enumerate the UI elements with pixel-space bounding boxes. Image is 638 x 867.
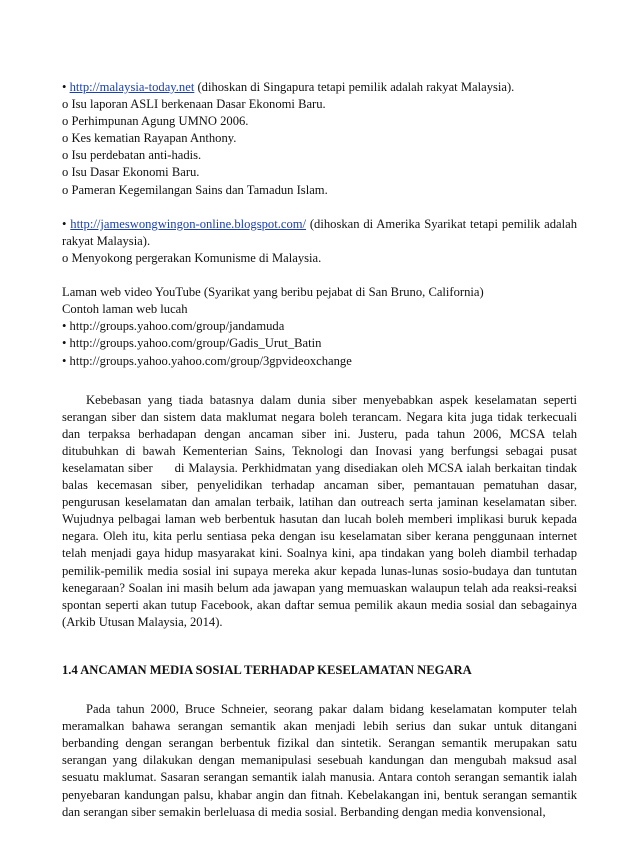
youtube-line: Laman web video YouTube (Syarikat yang beribu pejabat di San Bruno, California) <box>62 285 484 300</box>
sub-list-item: o Menyokong pergerakan Komunisme di Malaysia. <box>62 250 322 265</box>
malaysia-today-link[interactable]: http://malaysia-today.net <box>69 80 195 94</box>
list-item <box>62 216 577 250</box>
bullet: • <box>62 80 67 94</box>
paragraph-part: Kebebasan yang tiada batasnya dalam dunia siber menyebabkan aspek keselamatan seperti serangan siber dan sistem data maklumat negara boleh terancam. Negara kita juga tidak terkecuali dan terpaksa berhadapan dengan ancaman siber ini. Justeru, pada tahun 2006, MCSA telah ditubuhkan di bawah Kementerian Sains, Teknologi dan Inovasi yang berfungsi sebagai pusat keselamatan siber <box>62 392 577 475</box>
paragraph-part: di Malaysia. Perkhidmatan yang disediakan oleh MCSA ialah berkaitan tindak balas kecemasan siber, penyelidikan terhadap ancaman siber, pemantauan pematuhan dasar, pengurusan keselamatan dan amalan terbaik, latihan dan outreach serta jaminan keselamatan siber. Wujudnya pelbagai laman web berbentuk hasutan dan lucah boleh memberi implikasi buruk kepada negara. Oleh itu, kita perlu sentiasa peka dengan isu keselamatan siber kerana penggunaan internet telah menjadi gaya hidup masyarakat kini. Soalnya kini, apa tindakan yang boleh diambil terhadap pemilik-pemilik media sosial ini supaya mereka akur kepada lunas-lunas sosio-budaya dan tuntutan kenegaraan? Soalan ini masih belum ada jawapan yang memuaskan walaupun telah ada reaksi-reaksi spontan seperti akan tutup Facebook, akan daftar semua pemilik akaun media sosial dan sebagainya (Arkib Utusan Malaysia, 2014). <box>62 460 578 629</box>
sub-list-item: o Perhimpunan Agung UMNO 2006. <box>62 114 249 129</box>
sub-list-item: o Isu perdebatan anti-hadis. <box>62 148 202 163</box>
paragraph <box>62 392 577 631</box>
list-item: • http://groups.yahoo.yahoo.com/group/3gpvideoxchange <box>62 353 352 368</box>
link-note: (dihoskan di Amerika Syarikat tetapi pemilik adalah rakyat Malaysia). <box>62 216 577 248</box>
contoh-label: Contoh laman web lucah <box>62 302 188 317</box>
section-heading: 1.4 ANCAMAN MEDIA SOSIAL TERHADAP KESELAMATAN NEGARA <box>62 663 472 677</box>
sub-list-item: o Isu Dasar Ekonomi Baru. <box>62 165 200 180</box>
jameswong-blog-link[interactable]: http://jameswongwingon-online.blogspot.com/ <box>70 216 307 231</box>
document-page <box>62 79 577 821</box>
link-note: (dihoskan di Singapura tetapi pemilik adalah rakyat Malaysia). <box>194 80 515 94</box>
sub-list-item: o Kes kematian Rayapan Anthony. <box>62 131 237 146</box>
list-item <box>62 79 577 96</box>
paragraph: Pada tahun 2000, Bruce Schneier, seorang pakar dalam bidang keselamatan komputer telah meramalkan bahawa serangan semantik akan menjadi lebih serius dan sukar untuk ditangani berbanding dengan serangan berbentuk fizikal dan sintetik. Serangan semantik merupakan satu serangan yang dilakukan dengan memanipulasi sesebuah kandungan dan mengubah maksud asal sesuatu maklumat. Sasaran serangan semantik ialah manusia. Antara contoh serangan semantik ialah penyebaran kandungan palsu, khabar angin dan fitnah. Kebelakangan ini, bentuk serangan semantik dan serangan siber semakin berleluasa di media sosial. Berbanding dengan media konvensional, <box>62 702 577 819</box>
list-item: • http://groups.yahoo.com/group/Gadis_Urut_Batin <box>62 336 322 351</box>
list-item: • http://groups.yahoo.com/group/jandamuda <box>62 319 285 334</box>
bullet: • <box>62 216 67 231</box>
sub-list-item: o Isu laporan ASLI berkenaan Dasar Ekonomi Baru. <box>62 97 326 112</box>
sub-list-item: o Pameran Kegemilangan Sains dan Tamadun Islam. <box>62 182 328 197</box>
